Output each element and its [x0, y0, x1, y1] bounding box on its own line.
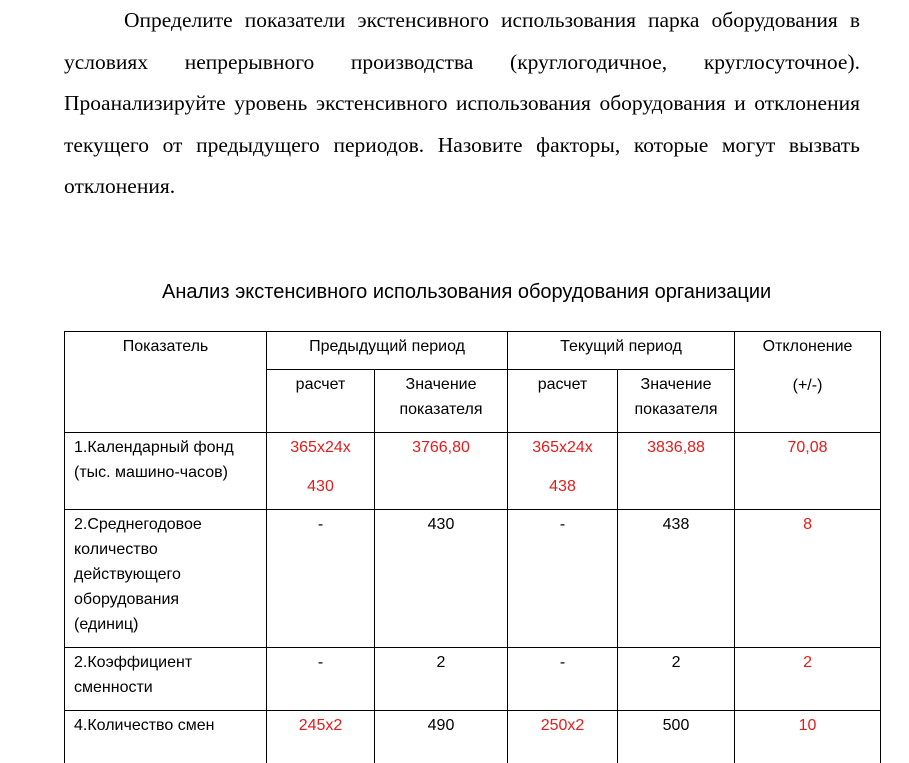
indicator-line: 2.Среднегодовое [74, 512, 257, 537]
cur-calculation: - [508, 510, 618, 648]
header-prev-calculation: расчет [267, 370, 375, 433]
table-row [65, 711, 881, 763]
indicator-line: действующего [74, 562, 257, 587]
cur-value: 3836,88 [618, 433, 735, 510]
cur-value: 438 [618, 510, 735, 648]
row-indicator [65, 510, 267, 648]
header-deviation-sign: (+/-) [744, 373, 871, 398]
indicator-line: 1.Календарный фонд [74, 435, 257, 460]
header-deviation [735, 332, 881, 433]
indicator-line: оборудования [74, 587, 257, 612]
indicator-line: количество [74, 537, 257, 562]
prev-calculation: - [267, 648, 375, 711]
header-row-1 [65, 332, 881, 370]
prev-value: 490 [375, 711, 508, 763]
prev-calculation: - [267, 510, 375, 648]
prev-calculation [267, 433, 375, 510]
deviation-value: 2 [735, 648, 881, 711]
deviation-value: 10 [735, 711, 881, 763]
header-value-line1: Значение [627, 372, 725, 397]
row-indicator [65, 711, 267, 763]
header-indicator: Показатель [65, 332, 267, 433]
header-value-line1: Значение [384, 372, 498, 397]
prev-value: 430 [375, 510, 508, 648]
cur-calculation: - [508, 648, 618, 711]
table-row [65, 510, 881, 648]
row-indicator [65, 648, 267, 711]
cur-value: 500 [618, 711, 735, 763]
cur-calculation: 250х2 [508, 711, 618, 763]
task-text: Определите показатели экстенсивного использования парка оборудования в условиях непрерывного производства (круглогодичное, круглосуточное). Проанализируйте уровень экстенсивного использования оборудования и отклонения текущего от предыдущего периодов. Назовите факторы, которые могут вызвать отклонения. [64, 0, 860, 208]
indicator-line: 2.Коэффициент [74, 650, 257, 675]
table-title: Анализ экстенсивного использования оборудования организации [64, 278, 880, 306]
prev-value: 2 [375, 648, 508, 711]
header-prev-value [375, 370, 508, 433]
row-indicator [65, 433, 267, 510]
header-cur-calculation: расчет [508, 370, 618, 433]
header-current-period: Текущий период [508, 332, 735, 370]
calc-line: 430 [276, 474, 365, 499]
table-row [65, 648, 881, 711]
calc-line: 438 [517, 474, 608, 499]
indicator-line: сменности [74, 675, 257, 700]
cur-value: 2 [618, 648, 735, 711]
indicator-line: 4.Количество смен [74, 713, 257, 738]
deviation-value: 70,08 [735, 433, 881, 510]
prev-value: 3766,80 [375, 433, 508, 510]
header-deviation-label: Отклонение [744, 334, 871, 359]
prev-calculation: 245х2 [267, 711, 375, 763]
header-previous-period: Предыдущий период [267, 332, 508, 370]
header-value-line2: показателя [384, 397, 498, 422]
header-value-line2: показателя [627, 397, 725, 422]
calc-line: 365х24х [517, 435, 608, 460]
header-cur-value [618, 370, 735, 433]
table-row [65, 433, 881, 510]
deviation-value: 8 [735, 510, 881, 648]
analysis-table [64, 331, 881, 763]
indicator-line: (тыс. машино-часов) [74, 460, 257, 485]
indicator-line: (единиц) [74, 612, 257, 637]
calc-line: 365х24х [276, 435, 365, 460]
cur-calculation [508, 433, 618, 510]
